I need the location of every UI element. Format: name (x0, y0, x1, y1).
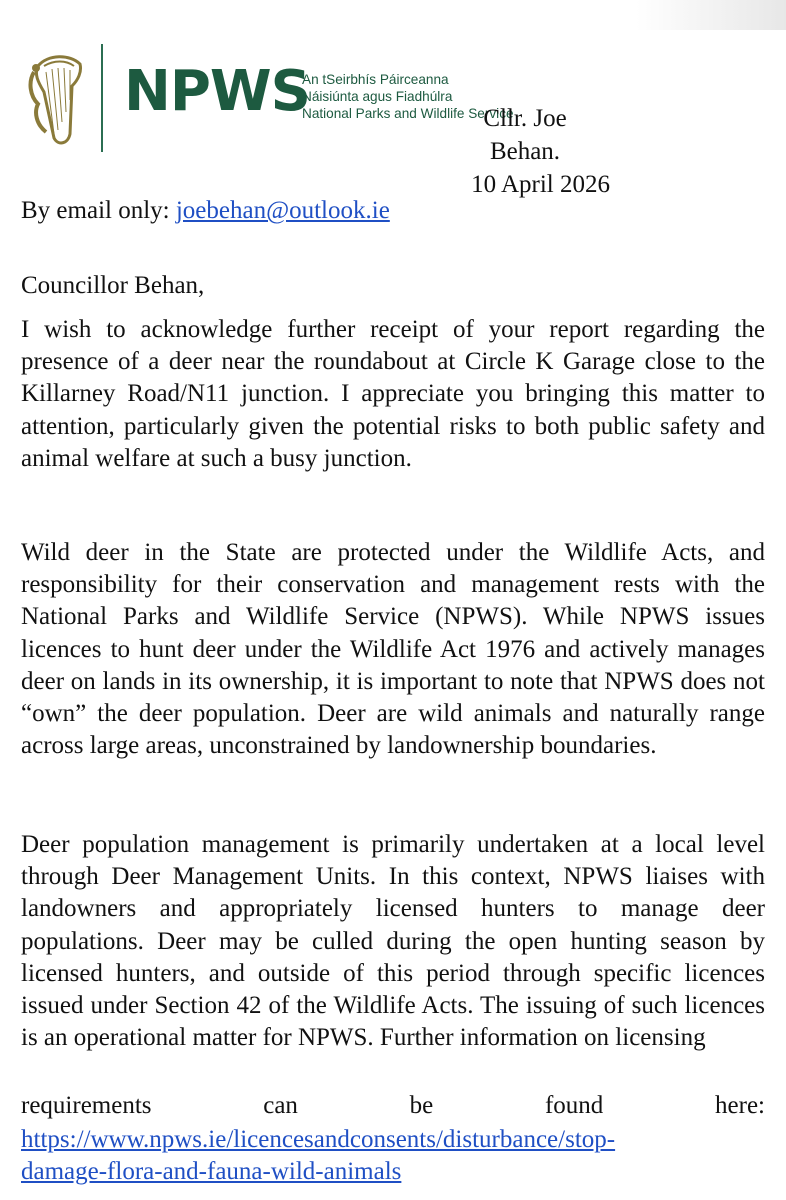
recipient-block (440, 102, 610, 201)
logo-divider (101, 44, 103, 152)
letter-date: 10 April 2026 (471, 171, 610, 198)
recipient-name-line-2: Behan. (489, 138, 561, 165)
irish-harp-icon (24, 52, 86, 148)
salutation: Councillor Behan, (21, 272, 205, 299)
paragraph-1: I wish to acknowledge further receipt of your report regarding the presence of a deer near the roundabout at Circle K Garage close to the Killarney Road/N11 junction. I appreciate you bringing this matter to attention, particularly given the potential risks to both public safety and animal welfare at such a busy junction. (21, 316, 765, 472)
licensing-link-line-1[interactable]: https://www.npws.ie/licencesandconsents/disturbance/stop- (21, 1126, 616, 1153)
word: found (544, 1092, 604, 1119)
word: requirements (21, 1092, 152, 1119)
logo-line: Náisiúnta agus Fiadhúlra (302, 89, 453, 104)
word: can (263, 1092, 298, 1119)
logo-line: An tSeirbhís Páirceanna (302, 72, 449, 87)
licensing-link[interactable] (21, 1124, 765, 1188)
word: be (409, 1092, 434, 1119)
licensing-link-line-2[interactable]: damage-flora-and-fauna-wild-animals (21, 1158, 402, 1186)
paragraph-2: Wild deer in the State are protected under the Wildlife Acts, and responsibility for their conservation and management rests with the National Parks and Wildlife Service (NPWS). While NPWS issues licences to hunt deer under the Wildlife Act 1976 and actively manages deer on lands in its ownership, it is important to note that NPWS does not “own” the deer population. Deer are wild animals and naturally range across large areas, unconstrained by landownership boundaries. (21, 539, 765, 760)
word: here: (715, 1092, 765, 1119)
logo-line: National Parks and Wildlife Service (302, 106, 514, 121)
email-link[interactable]: joebehan@outlook.ie (175, 197, 390, 224)
paragraph-3: Deer population management is primarily undertaken at a local level through Deer Management Units. In this context, NPWS liaises with landowners and appropriately licensed hunters to manage deer populations. Deer may be culled during the open hunting season by licensed hunters, and outside of this period through specific licences issued under Section 42 of the Wildlife Acts. The issuing of such licences is an operational matter for NPWS. Further information on licensing (21, 831, 765, 1052)
letterhead (24, 42, 764, 162)
recipient-name-line-1: Cllr. Joe (483, 105, 567, 132)
email-prefix: By email only: (21, 197, 176, 224)
email-line (21, 195, 765, 227)
paragraph-3-last-line (21, 1090, 765, 1122)
npws-logo-text: NPWS (124, 59, 311, 124)
corner-shadow (636, 0, 786, 30)
